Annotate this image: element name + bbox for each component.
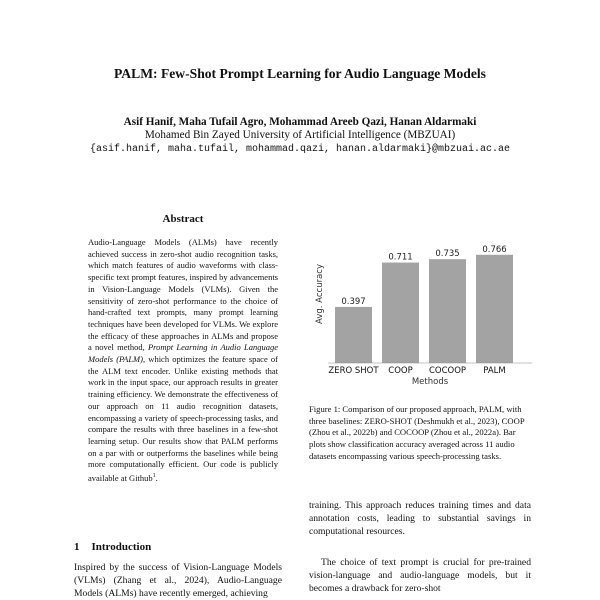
value-label: 0.397 xyxy=(341,296,366,307)
section-number: 1 xyxy=(74,541,80,553)
right-column-paragraph-2: The choice of text prompt is crucial for pre-trained vision-language and audio-language models, but it becomes a drawback for zero-shot xyxy=(309,557,531,594)
figure-caption: Figure 1: Comparison of our proposed approach, PALM, with three baselines: ZERO-SHOT (Deshmukh et al., 2023), COOP (Zhou et al., 2022b) and COCOOP (Zhou et al., 2022a). Bar plots show classification accuracy averaged across 11 audio datasets encompassing various speech-processing tasks. xyxy=(309,404,525,461)
category-label: COCOOP xyxy=(428,366,467,376)
footnote-mark: 1 xyxy=(152,473,156,480)
bars-layer xyxy=(328,245,513,376)
abstract-end: . xyxy=(155,472,158,483)
paper-title: PALM: Few-Shot Prompt Learning for Audio Language Models xyxy=(114,66,486,81)
author-list: Asif Hanif, Maha Tufail Agro, Mohammad Areeb Qazi, Hanan Aldarmaki xyxy=(123,116,477,128)
category-label: ZERO SHOT xyxy=(328,366,379,376)
author-emails: {asif.hanif, maha.tufail, mohammad.qazi, hanan.aldarmaki}@mbzuai.ac.ae xyxy=(89,144,511,155)
bar-palm xyxy=(476,255,513,363)
abstract-text xyxy=(88,237,278,485)
section-heading-introduction xyxy=(74,541,151,553)
abstract-part-2: , which optimizes the feature space of the ALM text encoder. Unlike existing methods that work in the input space, our approach results in greater training efficiency. We demonstrate the effectiveness of our approach on 11 audio recognition datasets, encompassing a variety of speech-processing tasks, and compare the results with three baselines in a few-shot learning setup. Our results show that PALM performs on a par with or outperforms the baselines while being more computationally efficient. Our code is publicly available at Github xyxy=(88,354,279,483)
abstract-heading: Abstract xyxy=(162,213,204,225)
right-column-paragraph-1: training. This approach reduces training times and data annotation costs, leading to substantial savings in computational resources. xyxy=(309,500,531,537)
x-axis-label: Methods xyxy=(411,377,449,387)
bar-zero-shot xyxy=(335,307,372,363)
category-label: COOP xyxy=(388,366,413,376)
y-axis-label: Avg. Accuracy xyxy=(315,264,325,324)
bar-coop xyxy=(382,263,419,363)
category-label: PALM xyxy=(483,366,506,376)
bar-cocoop xyxy=(429,259,466,363)
introduction-text: Inspired by the success of Vision-Language Models (VLMs) (Zhang et al., 2024), Audio-Language Models (ALMs) have recently emerged, achieving xyxy=(74,562,282,599)
value-label: 0.766 xyxy=(482,244,507,255)
abstract-part-1: Audio-Language Models (ALMs) have recently achieved success in zero-shot audio recognition tasks, which match features of audio waveforms with class-specific text prompt features, inspired by advancements in Vision-Language Models (VLMs). Given the sensitivity of zero-shot performance to the choice of hand-crafted text prompts, many prompt learning techniques have been developed for VLMs. We explore the efficacy of these approaches in ALMs and propose a novel method, xyxy=(88,237,278,353)
value-label: 0.735 xyxy=(435,249,460,260)
section-title: Introduction xyxy=(91,541,152,553)
accuracy-bar-chart xyxy=(300,244,540,390)
abstract-method-name: Prompt Learning in Audio Language Models (PALM) xyxy=(88,342,278,365)
affiliation: Mohamed Bin Zayed University of Artificial Intelligence (MBZUAI) xyxy=(144,129,456,141)
value-label: 0.711 xyxy=(388,252,413,263)
